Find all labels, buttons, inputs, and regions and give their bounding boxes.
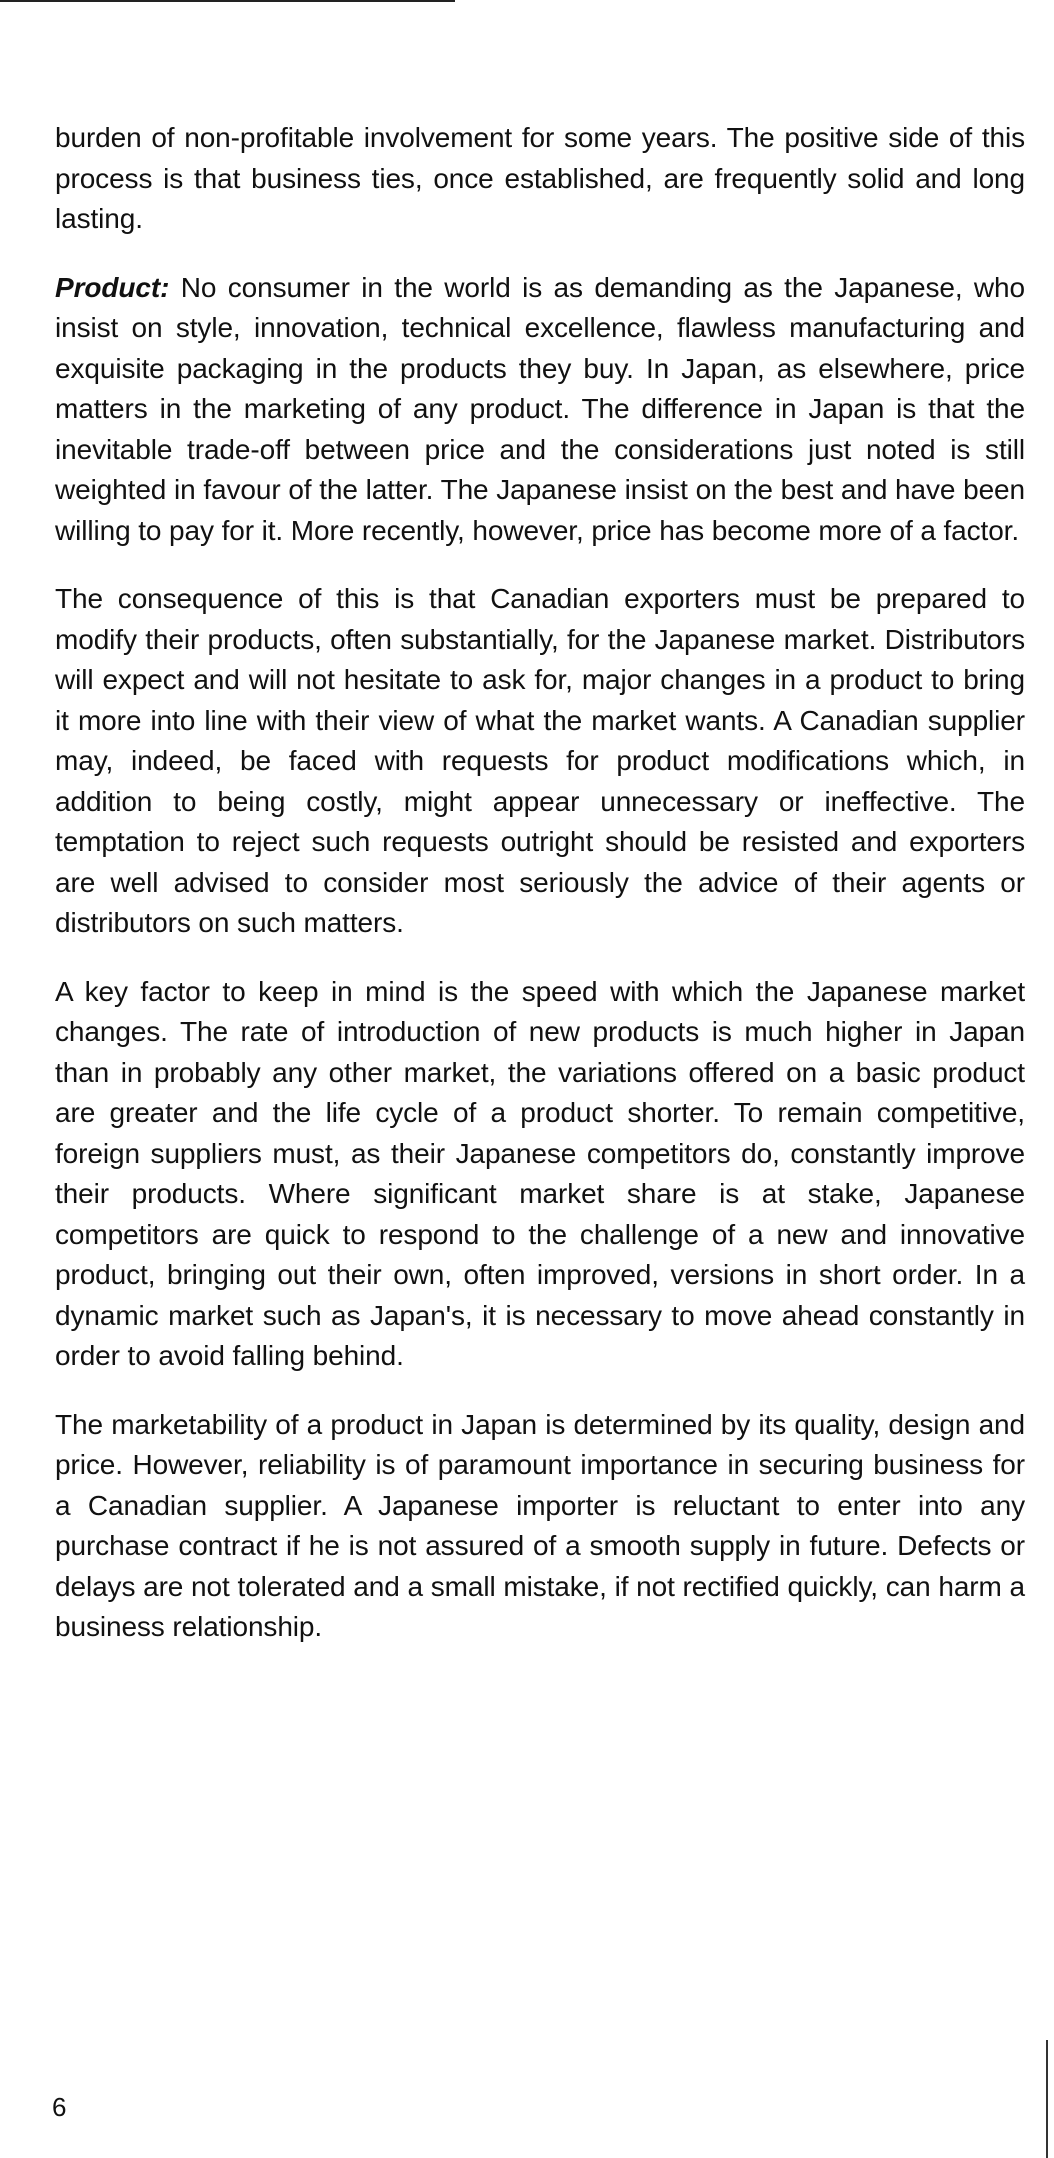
paragraph-text: The consequence of this is that Canadian exporters must be prepared to modify their products, often substantially, for the Japanese market. Distributors will expect and will not hesitate to ask for, major changes in a product to bring it more into line with their view of what the market wants. A Canadian supplier may, indeed, be faced with requests for product modifications which, in addition to being costly, might appear unnecessary or ineffective. The temptation to reject such requests outright should be resisted and exporters are well advised to consider most seriously the advice of their agents or distributors on such matters.	[55, 583, 1025, 938]
paragraph-text: No consumer in the world is as demanding as the Japanese, who insist on style, innovation, technical excellence, flawless manufacturing and exquisite packaging in the products they buy. In Japan, as elsewhere, price matters in the marketing of any product. The difference in Japan is that the inevitable trade-off between price and the considerations just noted is still weighted in favour of the latter. The Japanese insist on the best and have been willing to pay for it. More recently, however, price has become more of a factor.	[55, 271, 1025, 546]
paragraph-text: burden of non-profitable involvement for some years. The positive side of this process is that business ties, once established, are frequently solid and long lasting.	[55, 122, 1025, 234]
top-rule	[0, 0, 455, 2]
paragraph-consequence	[55, 579, 1025, 944]
paragraph-lead-heading: Product:	[55, 271, 170, 303]
paragraph-continuation	[55, 118, 1025, 240]
page-body	[55, 118, 1025, 1676]
paragraph-product	[55, 268, 1025, 552]
page-number: 6	[52, 2092, 67, 2122]
paragraph-market-speed	[55, 972, 1025, 1377]
paragraph-text: A key factor to keep in mind is the speed with which the Japanese market changes. The rate of introduction of new products is much higher in Japan than in probably any other market, the variations offered on a basic product are greater and the life cycle of a product shorter. To remain competitive, foreign suppliers must, as their Japanese competitors do, constantly improve their products. Where significant market share is at stake, Japanese competitors are quick to respond to the challenge of a new and innovative product, bringing out their own, often improved, versions in short order. In a dynamic market such as Japan's, it is necessary to move ahead constantly in order to avoid falling behind.	[55, 975, 1025, 1371]
paragraph-text: The marketability of a product in Japan is determined by its quality, design and price. However, reliability is of paramount importance in securing business for a Canadian supplier. A Japanese importer is reluctant to enter into any purchase contract if he is not assured of a smooth supply in future. Defects or delays are not tolerated and a small mistake, if not rectified quickly, can harm a business relationship.	[55, 1408, 1025, 1642]
paragraph-marketability	[55, 1405, 1025, 1648]
page-edge-line	[1046, 2040, 1048, 2158]
